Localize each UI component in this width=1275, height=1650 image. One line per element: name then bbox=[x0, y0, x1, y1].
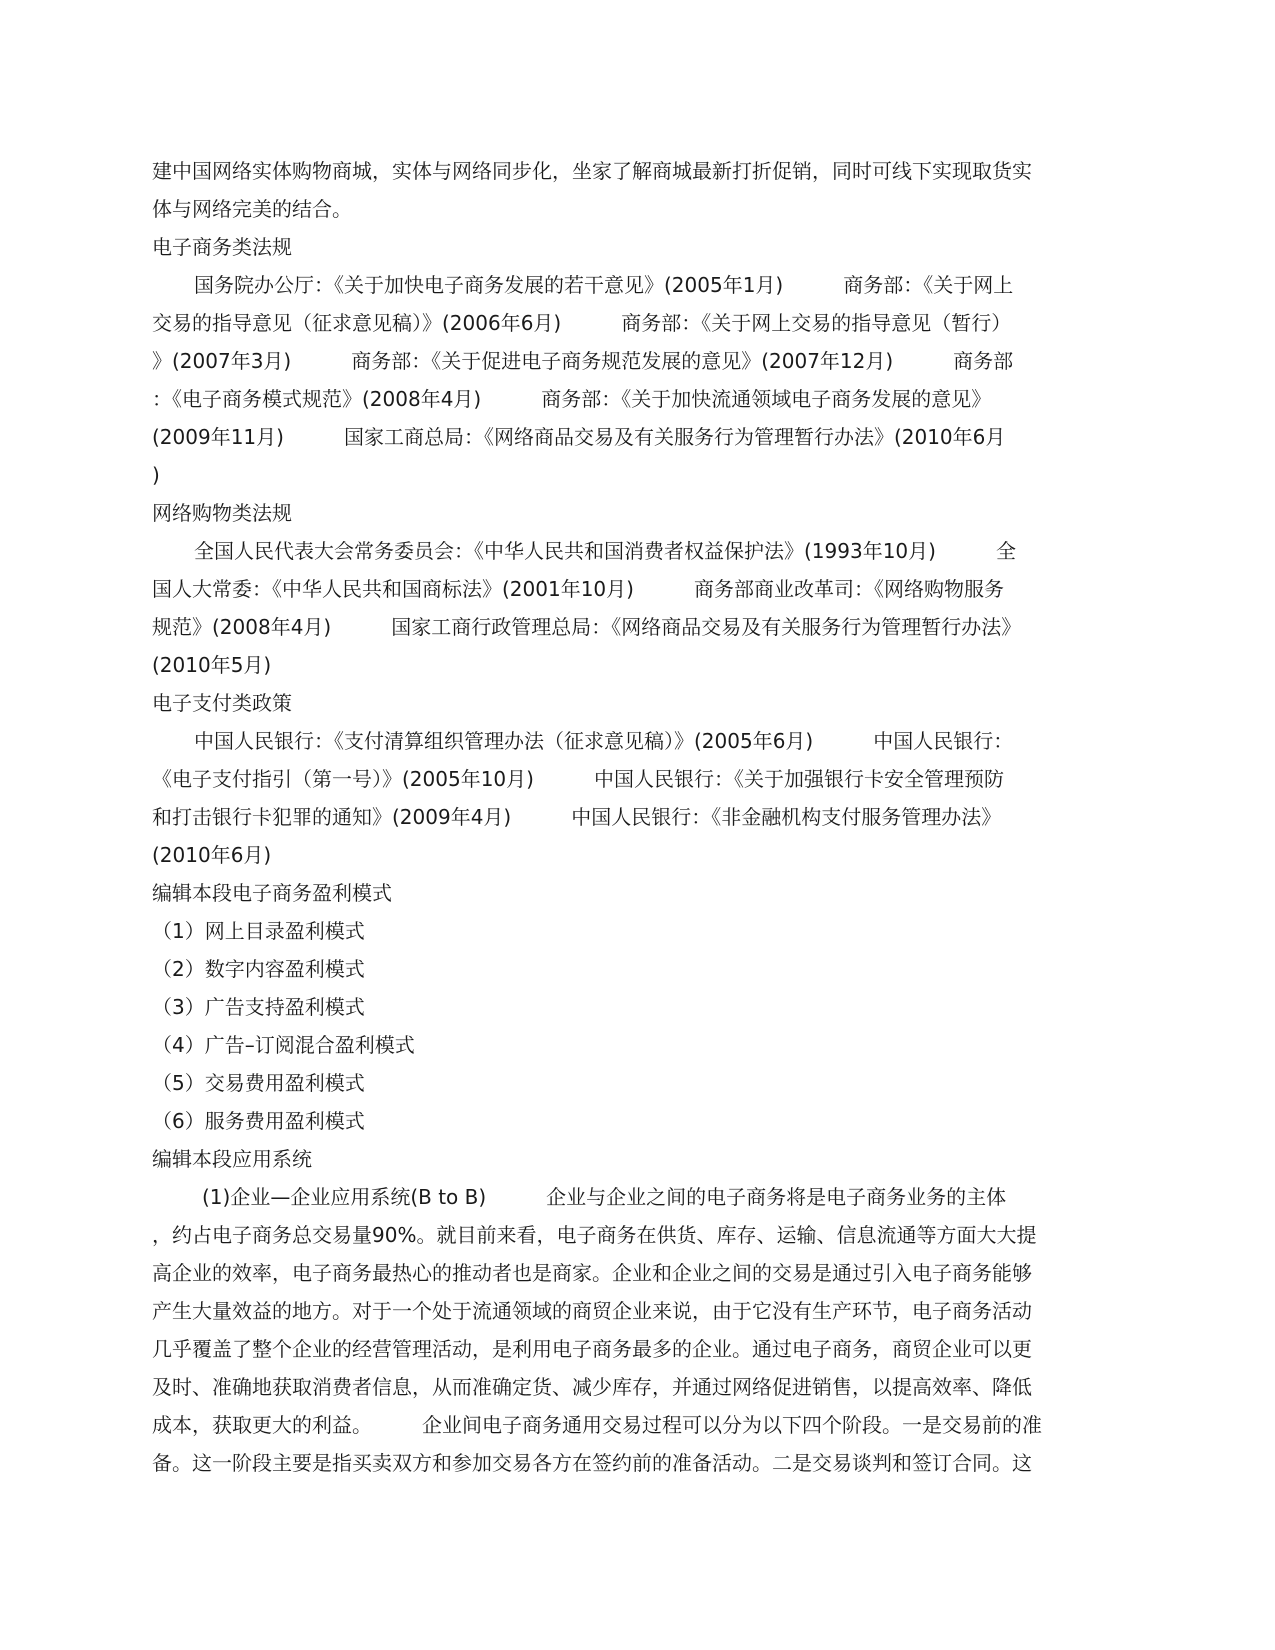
body-text-line: 高企业的效率，电子商务最热心的推动者也是商家。企业和企业之间的交易是通过引入电子商务能够 bbox=[152, 1261, 1032, 1285]
body-text-line: 国人大常委：《中华人民共和国商标法》(2001年10月) 商务部商业改革司：《网络购物服务 bbox=[152, 577, 1004, 601]
body-text-line: 建中国网络实体购物商城，实体与网络同步化，坐家了解商城最新打折促销，同时可线下实现取货实 bbox=[152, 159, 1032, 183]
section-heading: 网络购物类法规 bbox=[152, 501, 292, 525]
body-text-line: 几乎覆盖了整个企业的经营管理活动，是利用电子商务最多的企业。通过电子商务，商贸企业可以更 bbox=[152, 1337, 1032, 1361]
body-text-line: 《电子支付指引（第一号）》(2005年10月) 中国人民银行：《关于加强银行卡安全管理预防 bbox=[152, 767, 1004, 791]
section-heading: 电子支付类政策 bbox=[152, 691, 292, 715]
body-text-line: ：《电子商务模式规范》(2008年4月) 商务部：《关于加快流通领域电子商务发展的意见》 bbox=[152, 387, 992, 411]
body-text-line: 国务院办公厅：《关于加快电子商务发展的若干意见》(2005年1月) 商务部：《关于网上 bbox=[194, 273, 1014, 297]
body-text-line: 中国人民银行：《支付清算组织管理办法（征求意见稿）》(2005年6月) 中国人民银行： bbox=[194, 729, 1014, 753]
section-heading: 电子商务类法规 bbox=[152, 235, 292, 259]
list-item: （3）广告支持盈利模式 bbox=[152, 995, 365, 1019]
body-text-line: 交易的指导意见（征求意见稿）》(2006年6月) 商务部：《关于网上交易的指导意见（暂行） bbox=[152, 311, 1012, 335]
body-text-line: 成本，获取更大的利益。 企业间电子商务通用交易过程可以分为以下四个阶段。一是交易前的准 bbox=[152, 1413, 1042, 1437]
body-text-line: 体与网络完美的结合。 bbox=[152, 197, 352, 221]
body-text-line: 》(2007年3月) 商务部：《关于促进电子商务规范发展的意见》(2007年12月) 商务部 bbox=[152, 349, 1014, 373]
list-item: （4）广告–订阅混合盈利模式 bbox=[152, 1033, 415, 1057]
body-text-line: 和打击银行卡犯罪的通知》(2009年4月) 中国人民银行：《非金融机构支付服务管理办法》 bbox=[152, 805, 1002, 829]
section-heading: 编辑本段应用系统 bbox=[152, 1147, 312, 1171]
list-item: （2）数字内容盈利模式 bbox=[152, 957, 365, 981]
body-text-line: (2010年5月) bbox=[152, 653, 272, 677]
body-text-line: (2010年6月) bbox=[152, 843, 272, 867]
body-text-line: 产生大量效益的地方。对于一个处于流通领域的商贸企业来说，由于它没有生产环节，电子商务活动 bbox=[152, 1299, 1032, 1323]
body-text-line: ，约占电子商务总交易量90%。就目前来看，电子商务在供货、库存、运输、信息流通等方面大大提 bbox=[152, 1223, 1037, 1247]
body-text-line: (2009年11月) 国家工商总局：《网络商品交易及有关服务行为管理暂行办法》(2010年6月 bbox=[152, 425, 1006, 449]
list-item: （1）网上目录盈利模式 bbox=[152, 919, 365, 943]
list-item: （5）交易费用盈利模式 bbox=[152, 1071, 365, 1095]
body-text-line: 全国人民代表大会常务委员会：《中华人民共和国消费者权益保护法》(1993年10月) 全 bbox=[194, 539, 1016, 563]
document-body bbox=[152, 152, 1124, 1482]
list-item: （6）服务费用盈利模式 bbox=[152, 1109, 365, 1133]
body-text-line: 及时、准确地获取消费者信息，从而准确定货、减少库存，并通过网络促进销售，以提高效率、降低 bbox=[152, 1375, 1032, 1399]
body-text-line: (1)企业—企业应用系统(B to B) 企业与企业之间的电子商务将是电子商务业务的主体 bbox=[202, 1185, 1007, 1209]
body-text-line: 备。这一阶段主要是指买卖双方和参加交易各方在签约前的准备活动。二是交易谈判和签订合同。这 bbox=[152, 1451, 1032, 1475]
body-text-line: 规范》(2008年4月) 国家工商行政管理总局：《网络商品交易及有关服务行为管理暂行办法》 bbox=[152, 615, 1022, 639]
body-text-line: ) bbox=[152, 463, 160, 487]
section-heading: 编辑本段电子商务盈利模式 bbox=[152, 881, 392, 905]
